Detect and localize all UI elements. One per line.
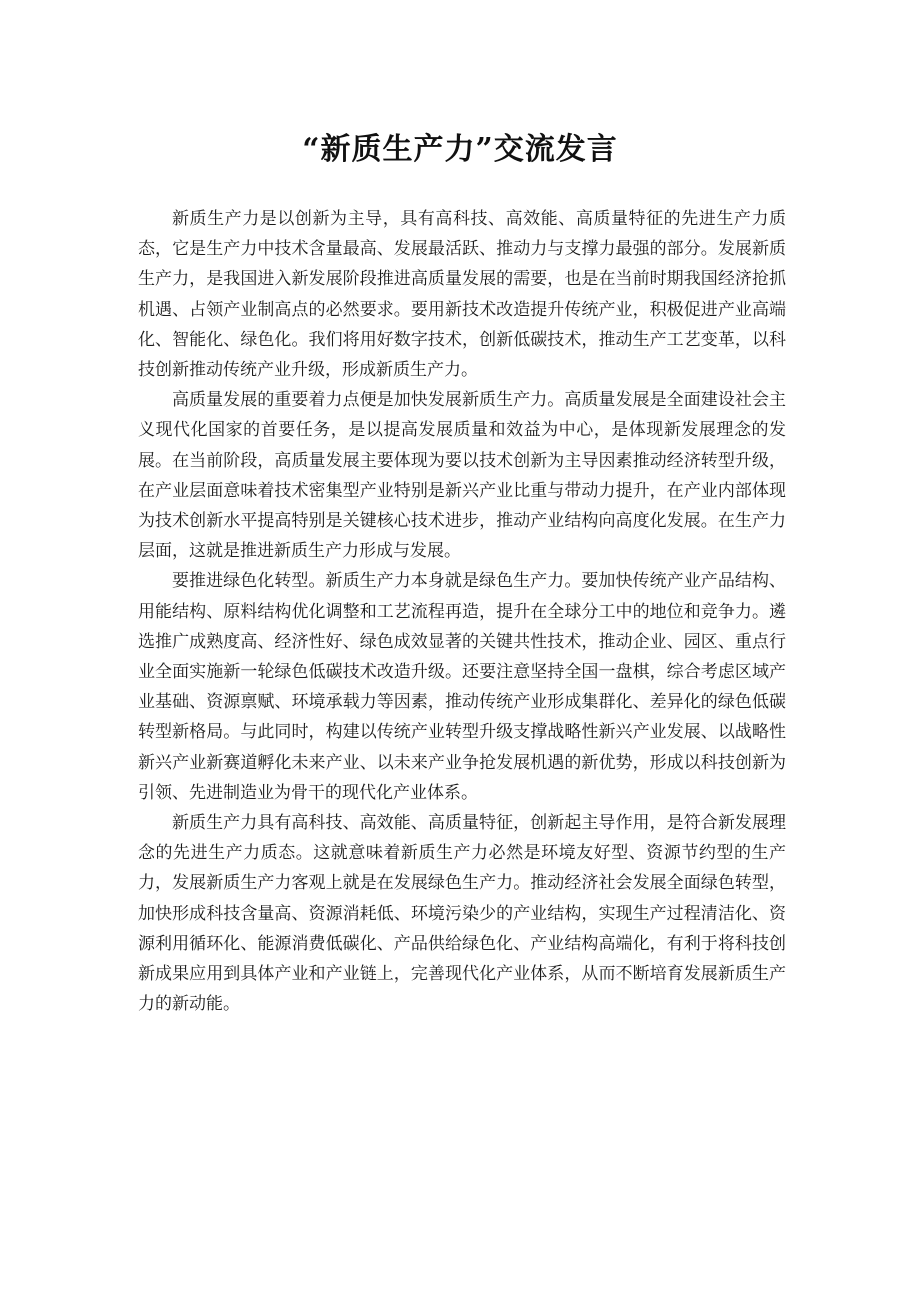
document-title: “新质生产力”交流发言 <box>302 132 618 168</box>
paragraph-4: 新质生产力具有高科技、高效能、高质量特征，创新起主导作用，是符合新发展理念的先进生产力质态。这就意味着新质生产力必然是环境友好型、资源节约型的生产力，发展新质生产力客观上就是在发展绿色生产力。推动经济社会发展全面绿色转型，加快形成科技含量高、资源消耗低、环境污染少的产业结构，实现生产过程清洁化、资源利用循环化、能源消费低碳化、产品供给绿色化、产业结构高端化，有利于将科技创新成果应用到具体产业和产业链上，完善现代化产业体系，从而不断培育发展新质生产力的新动能。 <box>138 813 786 1015</box>
document-body <box>138 204 786 1019</box>
paragraph-1: 新质生产力是以创新为主导，具有高科技、高效能、高质量特征的先进生产力质态，它是生产力中技术含量最高、发展最活跃、推动力与支撑力最强的部分。发展新质生产力，是我国进入新发展阶段推进高质量发展的需要，也是在当前时期我国经济抢抓机遇、占领产业制高点的必然要求。要用新技术改造提升传统产业，积极促进产业高端化、智能化、绿色化。我们将用好数字技术，创新低碳技术，推动生产工艺变革，以科技创新推动传统产业升级，形成新质生产力。 <box>138 209 786 381</box>
paragraph-3: 要推进绿色化转型。新质生产力本身就是绿色生产力。要加快传统产业产品结构、用能结构、原料结构优化调整和工艺流程再造，提升在全球分工中的地位和竞争力。遴选推广成熟度高、经济性好、绿色成效显著的关键共性技术，推动企业、园区、重点行业全面实施新一轮绿色低碳技术改造升级。还要注意坚持全国一盘棋，综合考虑区域产业基础、资源禀赋、环境承载力等因素，推动传统产业形成集群化、差异化的绿色低碳转型新格局。与此同时，构建以传统产业转型升级支撑战略性新兴产业发展、以战略性新兴产业新赛道孵化未来产业、以未来产业争抢发展机遇的新优势，形成以科技创新为引领、先进制造业为骨干的现代化产业体系。 <box>138 571 786 803</box>
paragraph-2: 高质量发展的重要着力点便是加快发展新质生产力。高质量发展是全面建设社会主义现代化国家的首要任务，是以提高发展质量和效益为中心，是体现新发展理念的发展。在当前阶段，高质量发展主要体现为要以技术创新为主导因素推动经济转型升级，在产业层面意味着技术密集型产业特别是新兴产业比重与带动力提升，在产业内部体现为技术创新水平提高特别是关键核心技术进步，推动产业结构向高度化发展。在生产力层面，这就是推进新质生产力形成与发展。 <box>138 390 786 562</box>
